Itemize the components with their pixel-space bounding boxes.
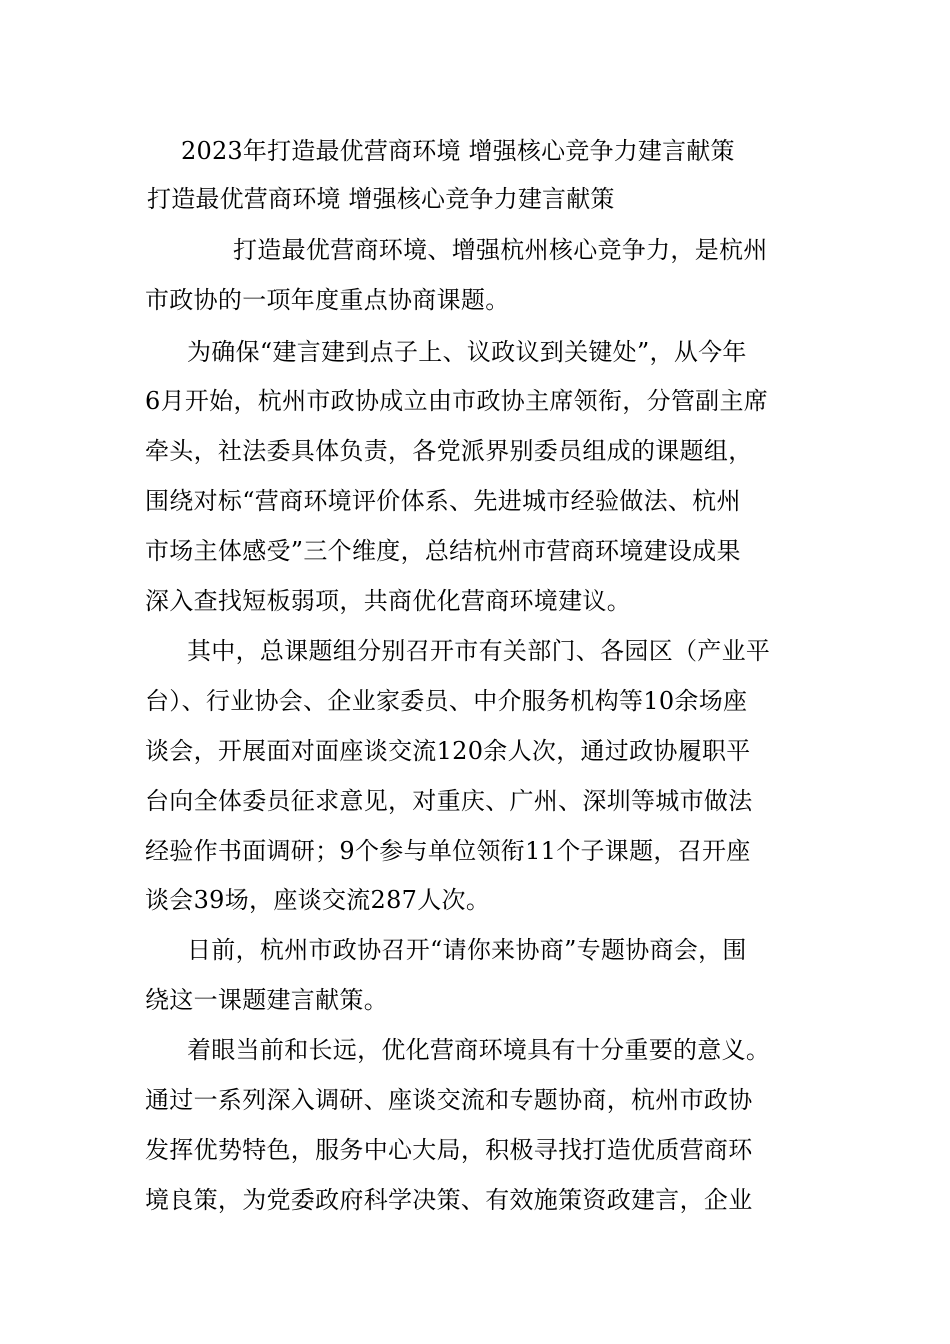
paragraph-line: 着眼当前和长远，优化营商环境具有十分重要的意义。 — [187, 1036, 771, 1064]
paragraph-line: 市场主体感受”三个维度，总结杭州市营商环境建设成果 — [145, 537, 741, 565]
paragraph-line: 谈会，开展面对面座谈交流120余人次，通过政协履职平 — [145, 737, 751, 765]
paragraph-line: 深入查找短板弱项，共商优化营商环境建议。 — [145, 587, 631, 615]
document-subtitle: 打造最优营商环境 增强核心竞争力建言献策 — [147, 185, 615, 213]
paragraph-line: 围绕对标“营商环境评价体系、先进城市经验做法、杭州 — [145, 487, 741, 515]
paragraph-line: 其中，总课题组分别召开市有关部门、各园区（产业平 — [187, 637, 771, 665]
paragraph-line: 台）、行业协会、企业家委员、中介服务机构等10余场座 — [145, 687, 748, 715]
paragraph-line: 台向全体委员征求意见，对重庆、广州、深圳等城市做法 — [145, 787, 753, 815]
paragraph-line: 市政协的一项年度重点协商课题。 — [145, 286, 510, 314]
paragraph-line: 境良策，为党委政府科学决策、有效施策资政建言，企业 — [145, 1186, 753, 1214]
paragraph-line: 6月开始，杭州市政协成立由市政协主席领衔，分管副主席 — [145, 387, 769, 415]
paragraph-line: 发挥优势特色，服务中心大局，积极寻找打造优质营商环 — [145, 1136, 753, 1164]
paragraph-line: 为确保“建言建到点子上、议政议到关键处”，从今年 — [187, 338, 747, 366]
paragraph-line: 经验作书面调研；9个参与单位领衔11个子课题，召开座 — [145, 837, 751, 865]
paragraph-line: 通过一系列深入调研、座谈交流和专题协商，杭州市政协 — [145, 1086, 753, 1114]
paragraph-line: 绕这一课题建言献策。 — [145, 986, 388, 1014]
paragraph-line: 日前，杭州市政协召开“请你来协商”专题协商会，围 — [187, 936, 747, 964]
paragraph-line: 打造最优营商环境、增强杭州核心竞争力，是杭州 — [233, 236, 768, 264]
document-title: 2023年打造最优营商环境 增强核心竞争力建言献策 — [181, 137, 735, 165]
paragraph-line: 牵头，社法委具体负责，各党派界别委员组成的课题组， — [145, 437, 753, 465]
paragraph-line: 谈会39场，座谈交流287人次。 — [145, 886, 491, 914]
